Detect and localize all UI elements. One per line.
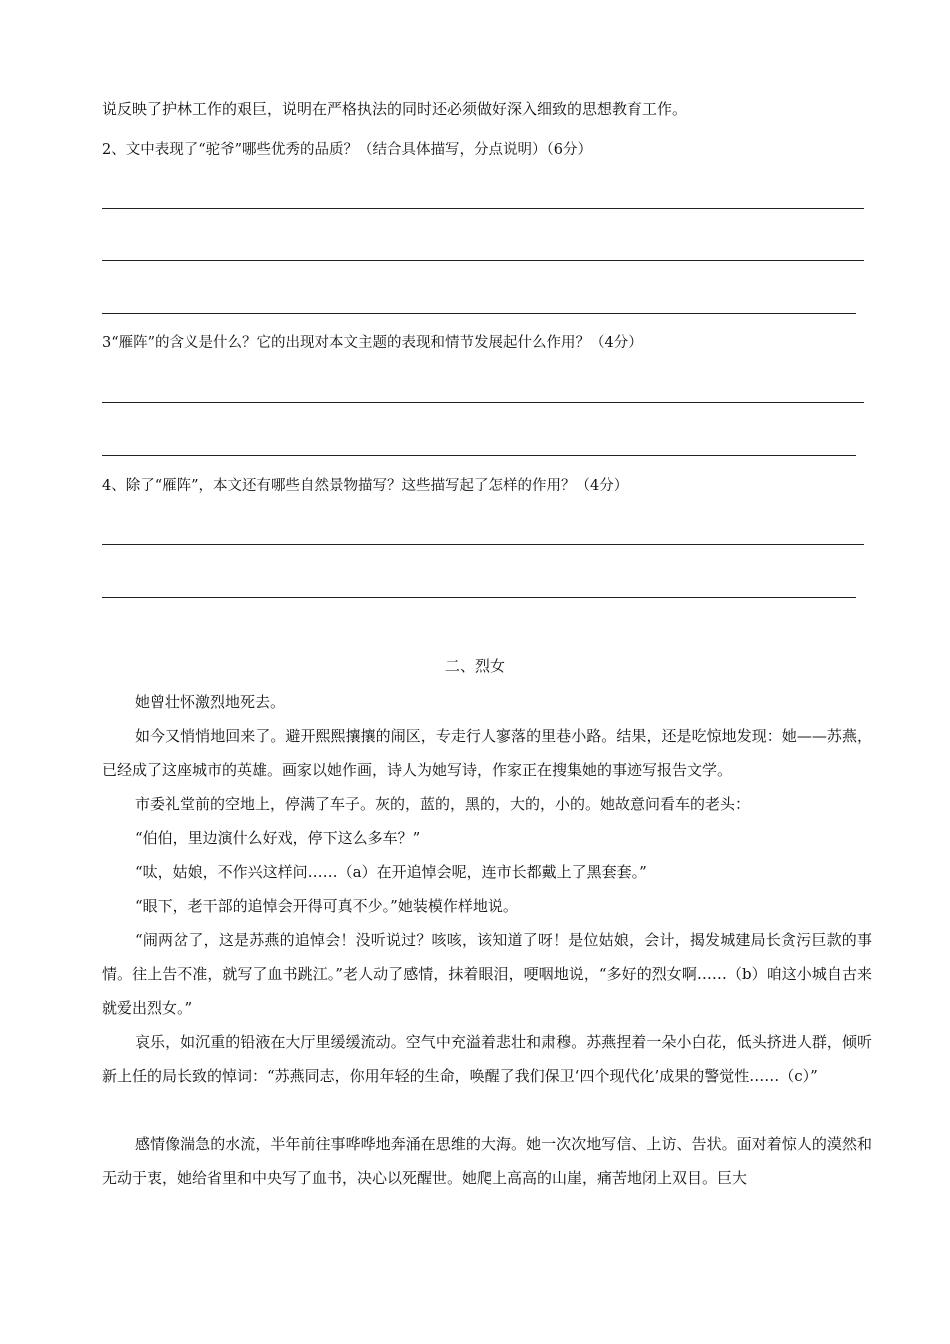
paragraph: “伯伯，里边演什么好戏，停下这么多车？” (135, 829, 421, 847)
top-text: 说反映了护林工作的艰巨，说明在严格执法的同时还必须做好深入细致的思想教育工作。 (102, 100, 688, 118)
answer-line (102, 455, 856, 456)
answer-line (102, 544, 864, 545)
paragraph: “闹两岔了，这是苏燕的追悼会！没听说过？咳咳，该知道了呀！是位姑娘，会计，揭发城建局长贪污巨款的事情。往上告不准，就写了血书跳江。”老人动了感情，抹着眼泪，哽咽地说，“多好的烈女啊……（b）咱这小城自古来就爱出烈女。” (102, 931, 872, 1017)
question-2: 2、文中表现了“驼爷”哪些优秀的品质？（结合具体描写，分点说明）（6分） (102, 142, 593, 158)
section-title: 二、烈女 (444, 657, 505, 675)
paragraph: “呔，姑娘，不作兴这样问……（a）在开追悼会呢，连市长都戴上了黑套套。” (135, 863, 647, 881)
paragraph: “眼下，老干部的追悼会开得可真不少。”她装模作样地说。 (135, 897, 518, 915)
paragraph: 市委礼堂前的空地上，停满了车子。灰的，蓝的，黑的，大的，小的。她故意问看车的老头： (135, 795, 751, 813)
paragraph: 哀乐，如沉重的铅液在大厅里缓缓流动。空气中充溢着悲壮和肃穆。苏燕捏着一朵小白花，低头挤进人群，倾听新上任的局长致的悼词：“苏燕同志，你用年轻的生命，唤醒了我们保卫‘四个现代化’成果的警觉性……（c）” (102, 1033, 872, 1085)
answer-line (102, 313, 856, 314)
answer-line (102, 260, 864, 261)
paragraph: 她曾壮怀激烈地死去。 (135, 693, 286, 711)
answer-line (102, 208, 864, 209)
question-3: 3“雁阵”的含义是什么？它的出现对本文主题的表现和情节发展起什么作用？（4分） (102, 335, 643, 351)
answer-line (102, 402, 864, 403)
paragraph: 感情像湍急的水流，半年前往事哗哗地奔涌在思维的大海。她一次次地写信、上访、告状。面对着惊人的漠然和无动于衷，她给省里和中央写了血书，决心以死醒世。她爬上高高的山崖，痛苦地闭上双目。巨大 (102, 1135, 872, 1187)
question-4: 4、除了“雁阵”，本文还有哪些自然景物描写？这些描写起了怎样的作用？（4分） (102, 478, 629, 494)
paragraph: 如今又悄悄地回来了。避开熙熙攘攘的闹区，专走行人寥落的里巷小路。结果，还是吃惊地发现：她——苏燕，已经成了这座城市的英雄。画家以她作画，诗人为她写诗，作家正在搜集她的事迹写报告文学。 (102, 727, 872, 779)
answer-line (102, 597, 856, 598)
